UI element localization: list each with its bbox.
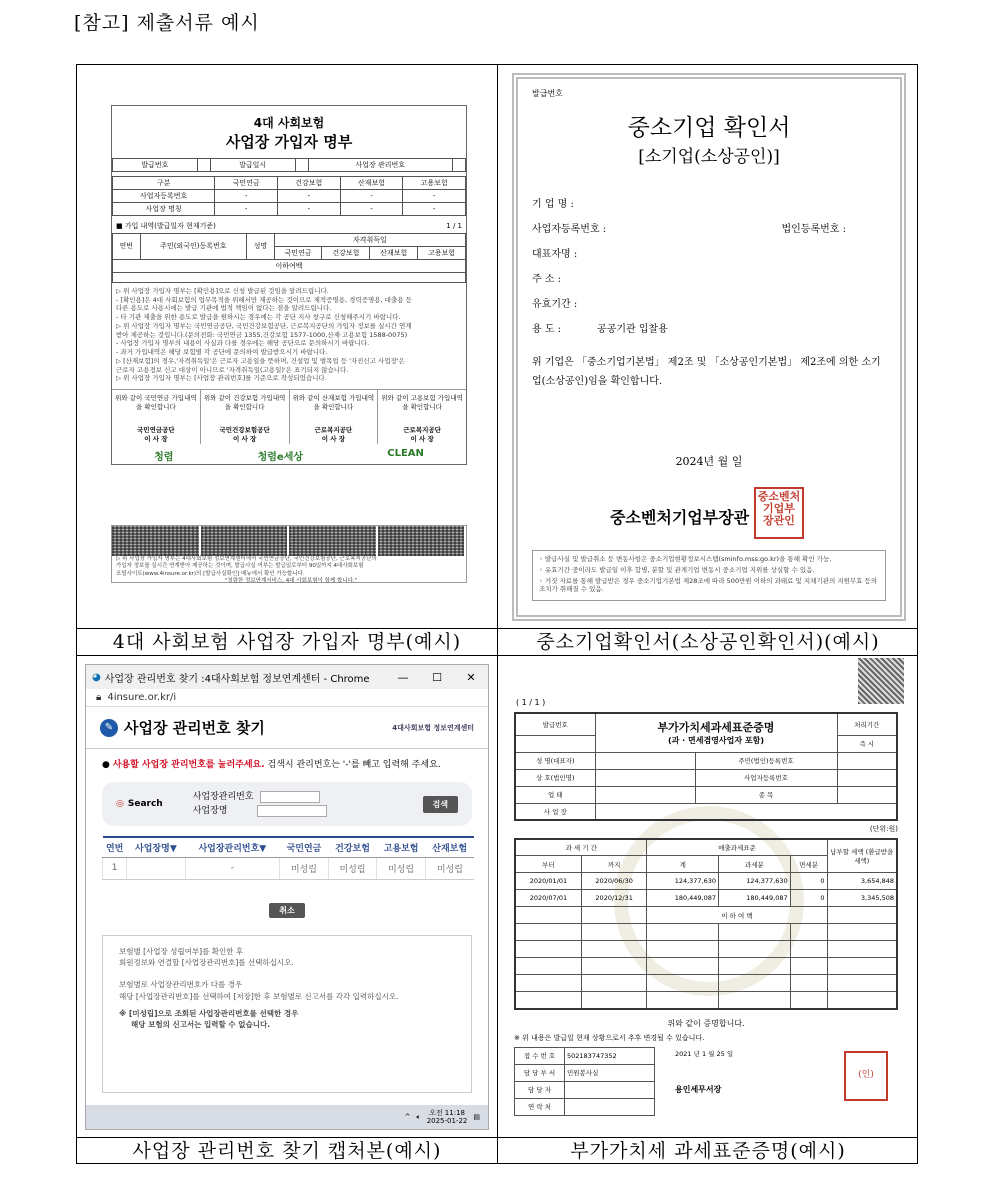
org-logo: 4대사회보험 정보연계센터 — [392, 723, 474, 732]
doc2-notes: ◦ 발급사실 및 발급취소 등 변동사항은 중소기업현황정보시스템(sminfo.mss.go.kr)을 통해 확인 가능. ◦ 유효기간 중이라도 발급일 이후 합병, 분할 및 관계기업 변동시 중소기업 지위를 상실할 수 있음. ◦ 거짓 자료를 통해 발급받은 경우 중소기업기본법 제28조에 따라 500만원 이하의 과태료 및 지체기관의 지원무효 등의 조치가 취해질 수 있음. — [532, 550, 886, 601]
qr-code-icon — [858, 658, 904, 704]
info-box: 보험별 [사업장 성립여부]를 확인한 후 회원정보와 연결할 [사업장관리번호]를 선택하십시오. 보험별로 사업장관리번호가 다를 경우 해당 [사업장관리번호]를 선택하여 [저장]한 후 보험별로 신고서를 각각 입력하십시오. ※ [미성립]으로 조회된 사업장관리번호를 선택한 경우 해당 보험의 신고서는 입력할 수 없습니다. — [102, 935, 472, 1093]
business-name-input[interactable] — [257, 805, 327, 817]
doc2-issuer: 중소벤처기업부장관 — [610, 508, 750, 527]
doc1-subtitle: 사업장 가입자 명부 — [225, 133, 353, 151]
insurance-roster-document: 4대 사회보험 사업장 가입자 명부 발급번호 발급일시 사업장 관리번호 구분 국민연금 건강보험 산재보험 고용보험 사업자등록번호 - - - - 사업장 명칭 - - - - ■ 가입 내역(발급일자 현재기준) 1 / 1 연번 주민(외국인)등록번호 성명 자격취득일 국민연금 건강보험 산재보험 고용보험 이하여백 ▷ 위 사업장 가입자 명부는 [확인용]으로 신청 발급된 것임을 알려드립니다. - [확인용]은 4대 사회보험의 업무목적을 위해서만 제공하는 것이므로 제적증명용, 경력증명용, 대출용 등 다른 용도로 사용시에는 발급 기관에 법적 책임이 없다는 점을 알려드립니다. - 타 기관 제출을 위한 용도로 발급을 원하시는 경우에는 각 공단 지사 창구로 신청해주시기 바랍니다. ▷ 위 사업장 가입자 명부는 국민연금공단, 국민건강보험공단, 근로복지공단의 가입자 정보를 실시간 연계 받아 제공하는 것입니다.(문의전화: 국민연금 1355,건강보험 1577-1000,산재·고용보험 1588-0075) - 사업장 가입자 명부의 내용이 사실과 다를 경우에는 해당 공단으로 문의하시기 바랍니다. - 과거 가입내역은 해당 보험별 각 공단에 문의하여 발급받으시기 바랍니다. ▷ [산재보험]의 경우,'자격취득일'은 근로자 고용일을 뜻하며, 건설업 및 벌목업 등 '자진신고 사업장'은 근로자 고용정보 신고 대상이 아니므로 '자격취득일(고용일)'은 표기되지 않습니다. ▷ 위 사업장 가입자 명부는 [사업장 관리번호]를 기준으로 작성되었습니다. 위와 같이 국민연금 가입내역을 확인합니다 국민연금공단 이 사 장 위와 같이 건강보험 가입내역을 확인합니다 국민건강보험공단 이 사 장 위와 같이 산재보험 가입내역을 확인합니다 근로복지공단 이 사 장 위와 같이 고용보험 가입내역을 확인합니다 근로복지공단 이 사 장 청렴 청렴e세상 CLEAN — [111, 105, 467, 465]
caption-doc2: 중소기업확인서(소상공인확인서)(예시) — [536, 631, 880, 653]
notice-text: ● 사용할 사업장 관리번호를 눌러주세요. 검색시 관리번호는 '-'를 빼고 입력해 주세요. — [102, 760, 441, 770]
site-favicon-icon: ◕ — [92, 671, 101, 683]
page-heading: [참고] 제출서류 예시 — [74, 12, 260, 34]
doc1-cell — [77, 65, 497, 628]
doc4-cell — [498, 656, 919, 1137]
maximize-icon[interactable]: ☐ — [432, 670, 442, 684]
doc1-barcode-footer: ▷ 위 사업장 가입자 명부는 4대사회보험 정보연계센터에서 국민연금공단, 국민건강보험공단, 근로복지공단의 가입자 정보를 실시간 연계받아 제공하는 것이며, 발급사실 여부는 발급일로부터 90일까지 4대사회보험 포털사이트(www.4insure.or.kr)의 [발급사실확인] 메뉴에서 확인 가능합니다. "청렴한 정보연계서비스, 4대 사회보험이 함께 합니다." — [111, 525, 467, 583]
search-button[interactable]: 검색 — [423, 796, 458, 813]
caption-doc4: 부가가치세 과세표준증명(예시) — [570, 1140, 846, 1162]
tax-office-seal: (인) — [844, 1051, 888, 1101]
tray-up-icon[interactable]: ^ — [404, 1113, 411, 1121]
app-title: 사업장 관리번호 찾기 — [124, 719, 265, 737]
notification-icon[interactable]: ▤ — [473, 1113, 480, 1121]
mgmt-number-input[interactable] — [260, 791, 320, 803]
result-table: 연번 사업장명▼ 사업장관리번호▼ 국민연금 건강보험 고용보험 산재보험 1 - 미성립 미성립 미성립 미성립 — [102, 836, 474, 880]
browser-window — [85, 664, 489, 1130]
minimize-icon[interactable]: — — [397, 670, 409, 684]
doc1-stamp-row: 위와 같이 국민연금 가입내역을 확인합니다 국민연금공단 이 사 장 위와 같이 건강보험 가입내역을 확인합니다 국민건강보험공단 이 사 장 위와 같이 산재보험 가입내역을 확인합니다 근로복지공단 이 사 장 위와 같이 고용보험 가입내역을 확인합니다 근로복지공단 이 사 장 — [112, 389, 466, 444]
example-grid — [76, 64, 918, 1164]
table-row: 2020/07/01 2020/12/31 180,449,087 180,449,087 0 3,345,508 — [515, 890, 897, 907]
table-row[interactable]: 1 - 미성립 미성립 미성립 미성립 — [103, 857, 475, 879]
speaker-icon[interactable]: 🔈︎ — [416, 1112, 421, 1121]
sme-certificate-document: 발급번호 중소기업 확인서 [소기업(소상공인)] 기 업 명 : 사업자등록번호 : 법인등록번호 : 대표자명 : 주 소 : 유효기간 : 용 도 : 공공기관 입찰용 위 기업은 「중소기업기본법」 제2조 및 「소상공인기본법」 제2조에 의한 소기업(소상공인)임을 확인합니다. 2024년 월 일 중소벤처기업부장관 중소벤처 기업부 장관인 ◦ 발급사실 및 발급취소 등 변동사항은 중소기업현황정보시스템(sminfo.mss.go.kr)을 통해 확인 가능. ◦ 유효기간 중이라도 발급일 이후 합병, 분할 및 관계기업 변동시 중소기업 지위를 상실할 수 있음. ◦ 거짓 자료를 통해 발급받은 경우 중소기업기본법 제28조에 따라 500만원 이하의 과태료 및 지체기관의 지원무효 등의 조치가 취해질 수 있음. — [512, 73, 906, 621]
doc2-subtitle: [소기업(소상공인)] — [638, 147, 780, 167]
search-panel: ◎ Search 사업장관리번호 사업장명 검색 — [102, 782, 472, 826]
doc1-notes: ▷ 위 사업장 가입자 명부는 [확인용]으로 신청 발급된 것임을 알려드립니다. - [확인용]은 4대 사회보험의 업무목적을 위해서만 제공하는 것이므로 제적증명용, 경력증명용, 대출용 등 다른 용도로 사용시에는 발급 기관에 법적 책임이 없다는 점을 알려드립니다. - 타 기관 제출을 위한 용도로 발급을 원하시는 경우에는 각 공단 지사 창구로 신청해주시기 바랍니다. ▷ 위 사업장 가입자 명부는 국민연금공단, 국민건강보험공단, 근로복지공단의 가입자 정보를 실시간 연계 받아 제공하는 것입니다.(문의전화: 국민연금 1355,건강보험 1577-1000,산재·고용보험 1588-0075) - 사업장 가입자 명부의 내용이 사실과 다를 경우에는 해당 공단으로 문의하시기 바랍니다. - 과거 가입내역은 해당 보험별 각 공단에 문의하여 발급받으시기 바랍니다. ▷ [산재보험]의 경우,'자격취득일'은 근로자 고용일을 뜻하며, 건설업 및 벌목업 등 '자진신고 사업장'은 근로자 고용정보 신고 대상이 아니므로 '자격취득일(고용일)'은 표기되지 않습니다. ▷ 위 사업장 가입자 명부는 [사업장 관리번호]를 기준으로 작성되었습니다. — [116, 286, 412, 383]
caption-doc1: 4대 사회보험 사업장 가입자 명부(예시) — [112, 631, 462, 653]
window-titlebar: ◕ 사업장 관리번호 찾기 :4대사회보험 정보연계센터 - Chrome — ☐ ✕ — [86, 665, 488, 689]
taskbar: ^ 🔈︎ 오전 11:18 2025-01-22 ▤ — [86, 1105, 488, 1129]
close-icon[interactable]: ✕ — [466, 670, 476, 684]
vat-certificate-document: ( 1 / 1 ) 발급번호 부가가치세과세표준증명 (과 · 면세겸영사업자 포함) 처리기간 즉 시 성 명(대표자) 주민(법인)등록번호 상 호(법인명) 사업자등록번호 업 태 종 목 사 업 장 (단위:원) 과 세 기 간 매출과세표준 납부할 세액 (환급받을 세액) 부터 까지 계 과세분 면세분 2020/01/01 2020/06/30 124,377,630 124,377,630 0 3,654,848 2020/07/01 2020/12/31 180,449,087 180,449,087 0 3,345,508 이 하 여 백 위와 같이 증명합니다. ※ 위 내용은 발급일 현재 상황으로서 추후 변경될 수 있습니다. 접 수 번 호 502183747352 2021 년 1 월 25 일 용인세무서장 (인) 담 당 부 서 민원봉사실 담 당 자 연 락 처 — [514, 656, 910, 1134]
caption-doc3: 사업장 관리번호 찾기 캡처본(예시) — [132, 1140, 442, 1162]
doc2-seal: 중소벤처 기업부 장관인 — [754, 487, 804, 539]
doc1-logos: 청렴 청렴e세상 CLEAN — [154, 448, 424, 464]
doc2-title: 중소기업 확인서 — [627, 115, 791, 141]
search-icon: ◎ — [116, 799, 124, 809]
cancel-button[interactable]: 취소 — [269, 903, 304, 918]
doc3-cell — [77, 656, 497, 1137]
doc2-cell — [498, 65, 919, 628]
lock-icon: 🔒︎ — [96, 692, 102, 703]
address-bar[interactable]: 🔒︎ 4insure.or.kr/i — [86, 689, 488, 707]
doc1-title: 4대 사회보험 — [253, 116, 325, 130]
app-logo-icon: ✎ — [100, 719, 118, 737]
table-row: 2020/01/01 2020/06/30 124,377,630 124,377,630 0 3,654,848 — [515, 873, 897, 890]
